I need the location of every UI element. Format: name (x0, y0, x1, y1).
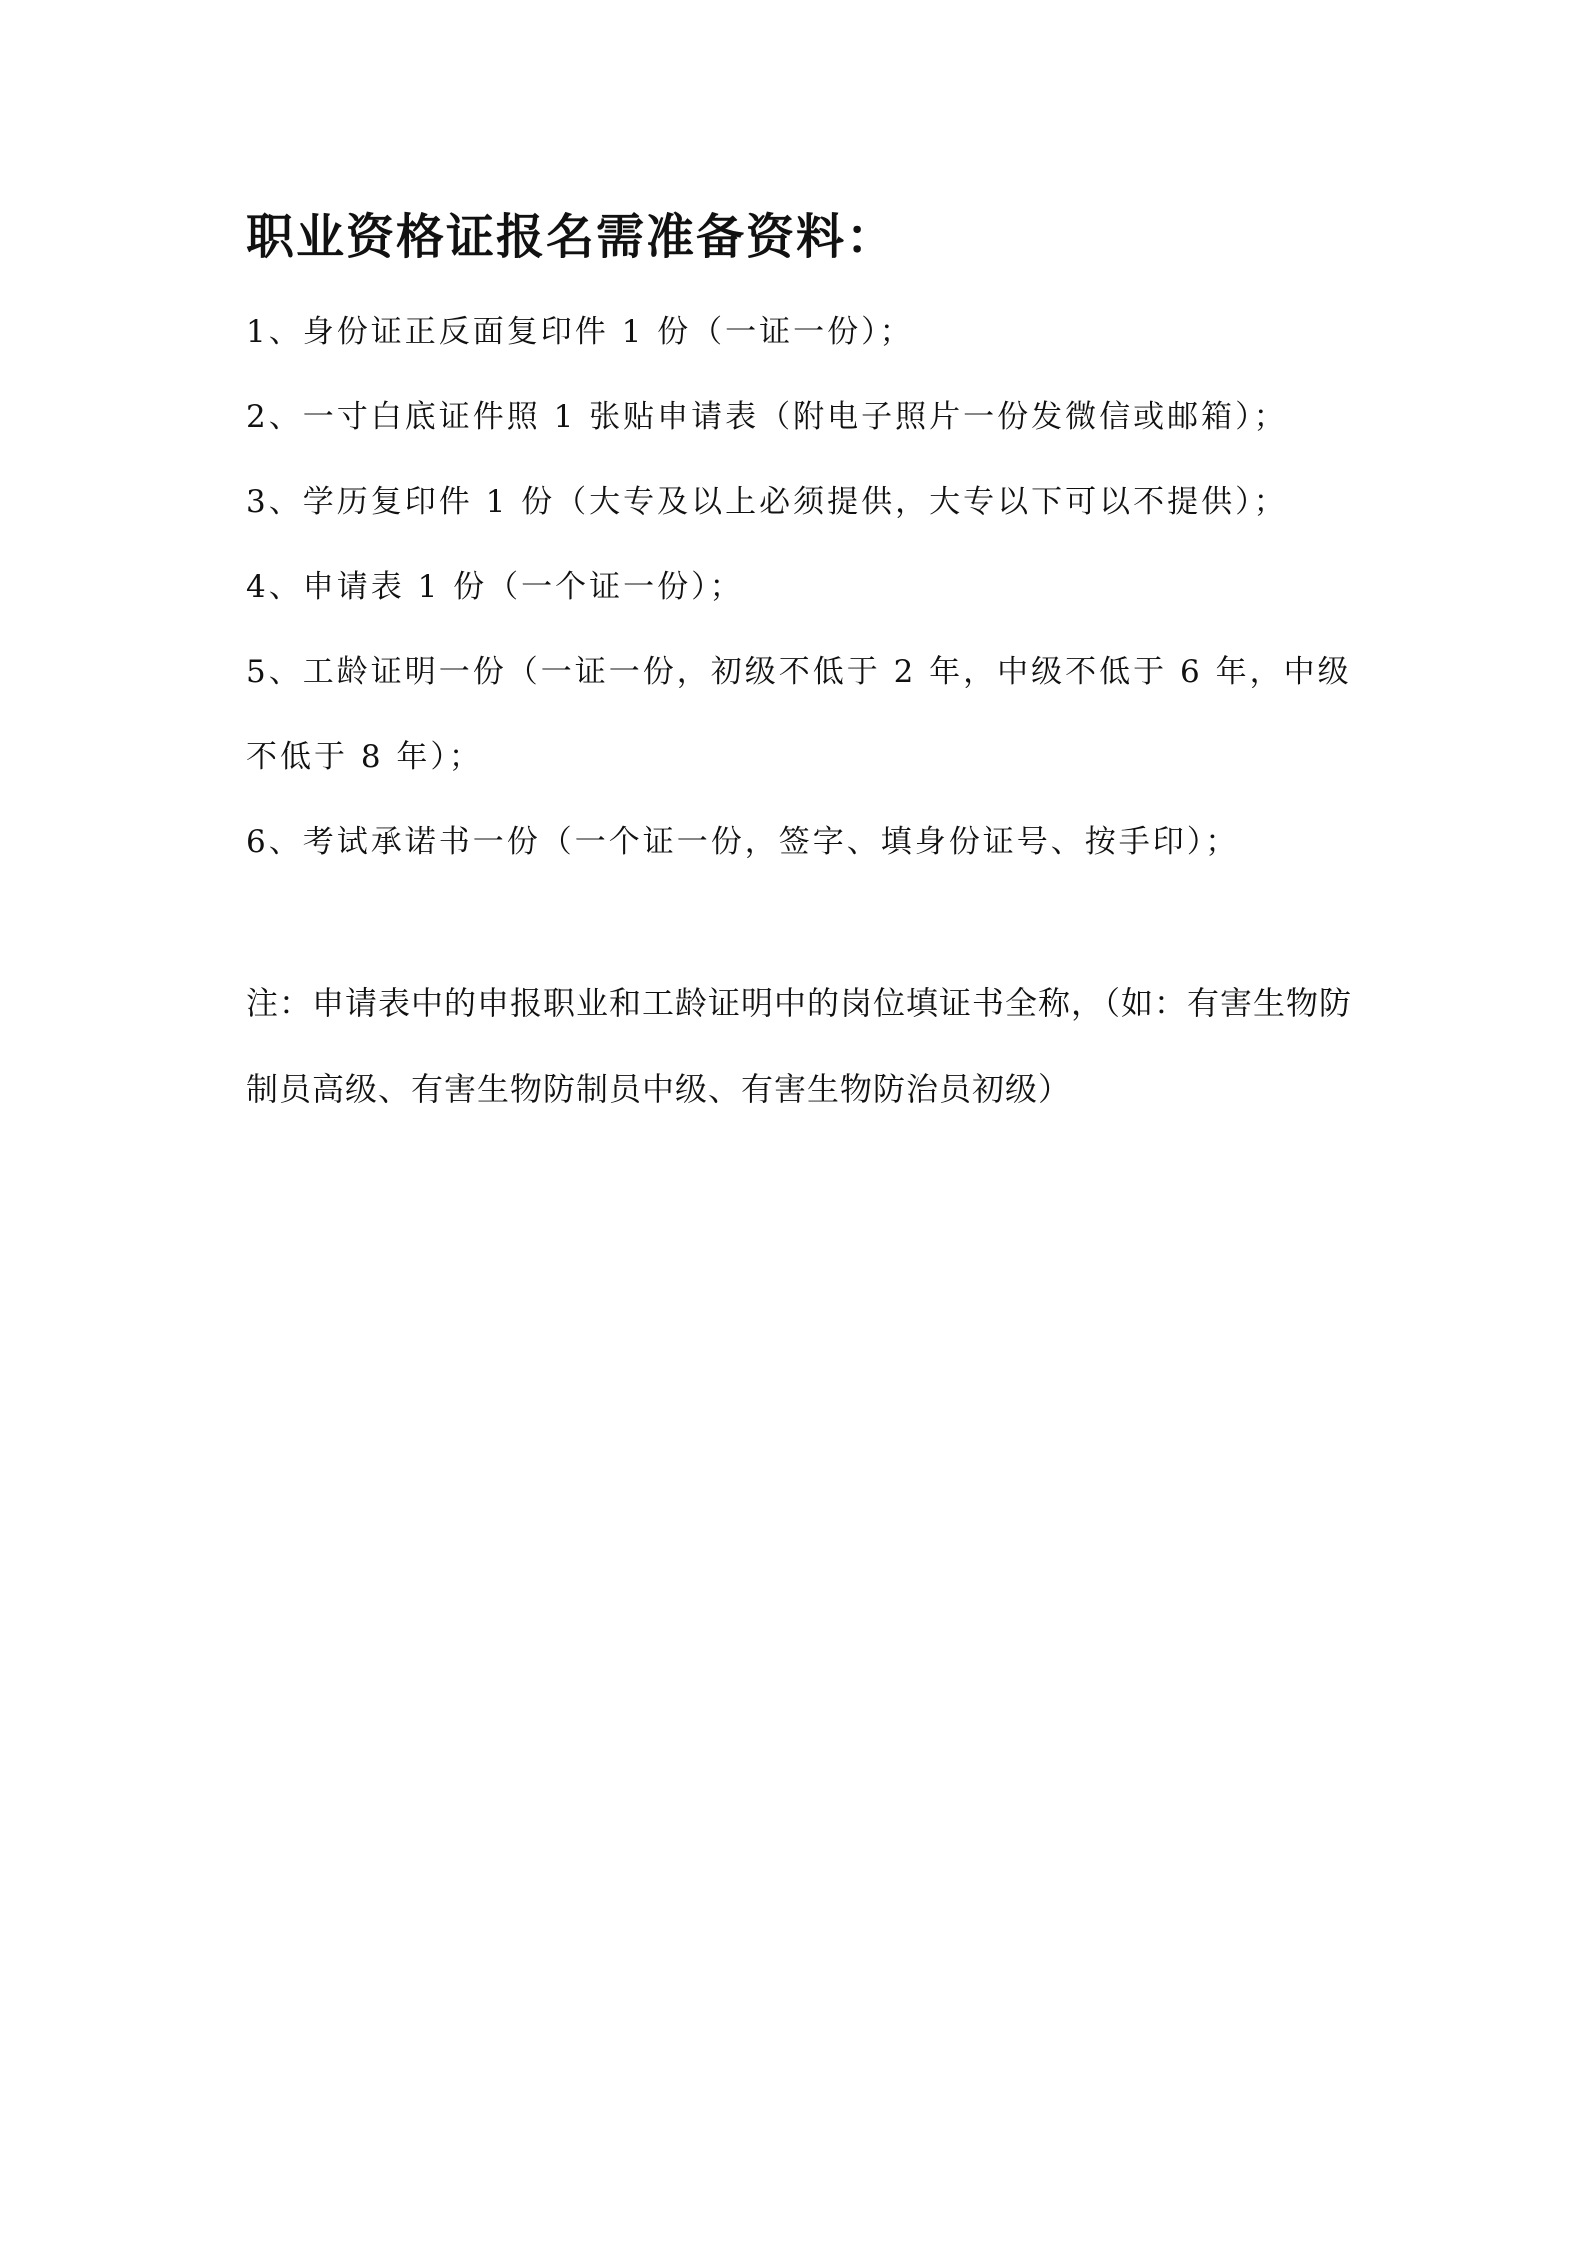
list-item: 2、一寸白底证件照 1 张贴申请表（附电子照片一份发微信或邮箱）； (246, 399, 1288, 435)
list-item: 1、身份证正反面复印件 1 份（一证一份）； (246, 314, 914, 350)
page-title: 职业资格证报名需准备资料： (246, 209, 897, 265)
list-item: 6、考试承诺书一份（一个证一份，签字、填身份证号、按手印）； (246, 824, 1240, 860)
list-item: 3、学历复印件 1 份（大专及以上必须提供，大专以下可以不提供）； (246, 484, 1288, 520)
list-item: 5、工龄证明一份（一证一份，初级不低于 2 年，中级不低于 6 年，中级不低于 8 年）； (246, 654, 1352, 775)
requirements-list (246, 290, 1376, 885)
note-paragraph: 注：申请表中的申报职业和工龄证明中的岗位填证书全称，（如：有害生物防制员高级、有害生物防制员中级、有害生物防治员初级） (246, 984, 1353, 1108)
list-item: 4、申请表 1 份（一个证一份）； (246, 569, 744, 605)
